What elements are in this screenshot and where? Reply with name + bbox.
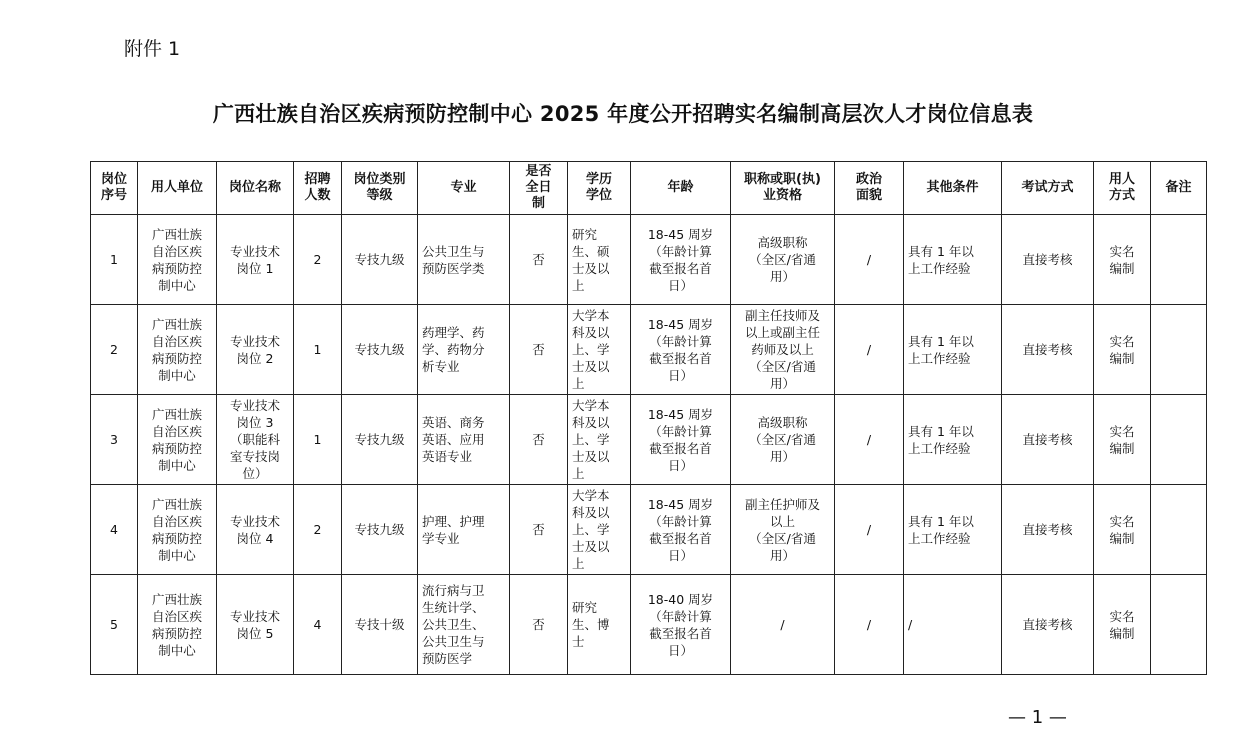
header-category-level: 岗位类别 等级 (342, 162, 418, 215)
cell-headcount: 1 (294, 305, 342, 395)
cell-age: 18-45 周岁 （年龄计算 截至报名首 日） (631, 485, 731, 575)
table-row (91, 215, 1207, 305)
cell-employment-type: 实名 编制 (1094, 395, 1151, 485)
table-row (91, 395, 1207, 485)
cell-headcount: 1 (294, 395, 342, 485)
header-political-status: 政治 面貌 (835, 162, 904, 215)
header-title-qualification: 职称或职(执) 业资格 (731, 162, 835, 215)
cell-position-name: 专业技术 岗位 5 (217, 575, 294, 675)
cell-full-time: 否 (510, 395, 568, 485)
header-exam-method: 考试方式 (1002, 162, 1094, 215)
cell-title-qualification: 高级职称 （全区/省通 用） (731, 215, 835, 305)
cell-category-level: 专技十级 (342, 575, 418, 675)
cell-full-time: 否 (510, 215, 568, 305)
cell-exam-method: 直接考核 (1002, 305, 1094, 395)
header-other-conditions: 其他条件 (904, 162, 1002, 215)
cell-headcount: 2 (294, 215, 342, 305)
cell-employment-type: 实名 编制 (1094, 305, 1151, 395)
cell-remarks (1151, 395, 1207, 485)
cell-major: 英语、商务 英语、应用 英语专业 (418, 395, 510, 485)
cell-political-status: / (835, 575, 904, 675)
cell-political-status: / (835, 395, 904, 485)
header-remarks: 备注 (1151, 162, 1207, 215)
cell-other-conditions: 具有 1 年以 上工作经验 (904, 305, 1002, 395)
cell-age: 18-45 周岁 （年龄计算 截至报名首 日） (631, 305, 731, 395)
header-employment-type: 用人 方式 (1094, 162, 1151, 215)
cell-unit: 广西壮族 自治区疾 病预防控 制中心 (138, 575, 217, 675)
cell-exam-method: 直接考核 (1002, 575, 1094, 675)
cell-employment-type: 实名 编制 (1094, 215, 1151, 305)
cell-title-qualification: 副主任护师及 以上 （全区/省通 用） (731, 485, 835, 575)
cell-seq: 1 (91, 215, 138, 305)
cell-full-time: 否 (510, 485, 568, 575)
cell-remarks (1151, 485, 1207, 575)
cell-seq: 3 (91, 395, 138, 485)
cell-exam-method: 直接考核 (1002, 215, 1094, 305)
cell-education: 研究 生、硕 士及以 上 (568, 215, 631, 305)
cell-exam-method: 直接考核 (1002, 485, 1094, 575)
cell-title-qualification: 副主任技师及 以上或副主任 药师及以上 （全区/省通 用） (731, 305, 835, 395)
cell-category-level: 专技九级 (342, 395, 418, 485)
header-age: 年龄 (631, 162, 731, 215)
table-header-row (91, 162, 1207, 215)
cell-other-conditions: 具有 1 年以 上工作经验 (904, 485, 1002, 575)
cell-other-conditions: 具有 1 年以 上工作经验 (904, 395, 1002, 485)
document-title: 广西壮族自治区疾病预防控制中心 2025 年度公开招聘实名编制高层次人才岗位信息表 (212, 102, 1034, 126)
cell-remarks (1151, 215, 1207, 305)
table-row (91, 485, 1207, 575)
cell-political-status: / (835, 215, 904, 305)
cell-other-conditions: / (904, 575, 1002, 675)
cell-remarks (1151, 575, 1207, 675)
table-row (91, 575, 1207, 675)
page-number: — 1 — (1008, 707, 1067, 728)
header-seq: 岗位 序号 (91, 162, 138, 215)
cell-employment-type: 实名 编制 (1094, 485, 1151, 575)
cell-political-status: / (835, 485, 904, 575)
cell-unit: 广西壮族 自治区疾 病预防控 制中心 (138, 485, 217, 575)
cell-position-name: 专业技术 岗位 4 (217, 485, 294, 575)
table-row (91, 305, 1207, 395)
cell-age: 18-45 周岁 （年龄计算 截至报名首 日） (631, 215, 731, 305)
header-full-time: 是否 全日 制 (510, 162, 568, 215)
positions-table (90, 161, 1207, 675)
cell-major: 护理、护理 学专业 (418, 485, 510, 575)
cell-unit: 广西壮族 自治区疾 病预防控 制中心 (138, 395, 217, 485)
cell-seq: 4 (91, 485, 138, 575)
cell-major: 公共卫生与 预防医学类 (418, 215, 510, 305)
cell-full-time: 否 (510, 305, 568, 395)
cell-age: 18-45 周岁 （年龄计算 截至报名首 日） (631, 395, 731, 485)
header-position-name: 岗位名称 (217, 162, 294, 215)
cell-position-name: 专业技术 岗位 3 （职能科 室专技岗 位） (217, 395, 294, 485)
cell-major: 药理学、药 学、药物分 析专业 (418, 305, 510, 395)
cell-category-level: 专技九级 (342, 215, 418, 305)
cell-employment-type: 实名 编制 (1094, 575, 1151, 675)
header-unit: 用人单位 (138, 162, 217, 215)
cell-title-qualification: / (731, 575, 835, 675)
cell-education: 大学本 科及以 上、学 士及以 上 (568, 305, 631, 395)
cell-remarks (1151, 305, 1207, 395)
header-major: 专业 (418, 162, 510, 215)
cell-education: 研究 生、博 士 (568, 575, 631, 675)
cell-headcount: 4 (294, 575, 342, 675)
cell-education: 大学本 科及以 上、学 士及以 上 (568, 485, 631, 575)
cell-political-status: / (835, 305, 904, 395)
cell-title-qualification: 高级职称 （全区/省通 用） (731, 395, 835, 485)
cell-position-name: 专业技术 岗位 2 (217, 305, 294, 395)
cell-major: 流行病与卫 生统计学、 公共卫生、 公共卫生与 预防医学 (418, 575, 510, 675)
cell-position-name: 专业技术 岗位 1 (217, 215, 294, 305)
header-headcount: 招聘 人数 (294, 162, 342, 215)
cell-age: 18-40 周岁 （年龄计算 截至报名首 日） (631, 575, 731, 675)
cell-education: 大学本 科及以 上、学 士及以 上 (568, 395, 631, 485)
attachment-label: 附件 1 (124, 38, 181, 60)
cell-category-level: 专技九级 (342, 485, 418, 575)
cell-seq: 2 (91, 305, 138, 395)
cell-other-conditions: 具有 1 年以 上工作经验 (904, 215, 1002, 305)
header-education: 学历 学位 (568, 162, 631, 215)
cell-seq: 5 (91, 575, 138, 675)
cell-category-level: 专技九级 (342, 305, 418, 395)
cell-unit: 广西壮族 自治区疾 病预防控 制中心 (138, 215, 217, 305)
cell-exam-method: 直接考核 (1002, 395, 1094, 485)
cell-full-time: 否 (510, 575, 568, 675)
cell-headcount: 2 (294, 485, 342, 575)
cell-unit: 广西壮族 自治区疾 病预防控 制中心 (138, 305, 217, 395)
